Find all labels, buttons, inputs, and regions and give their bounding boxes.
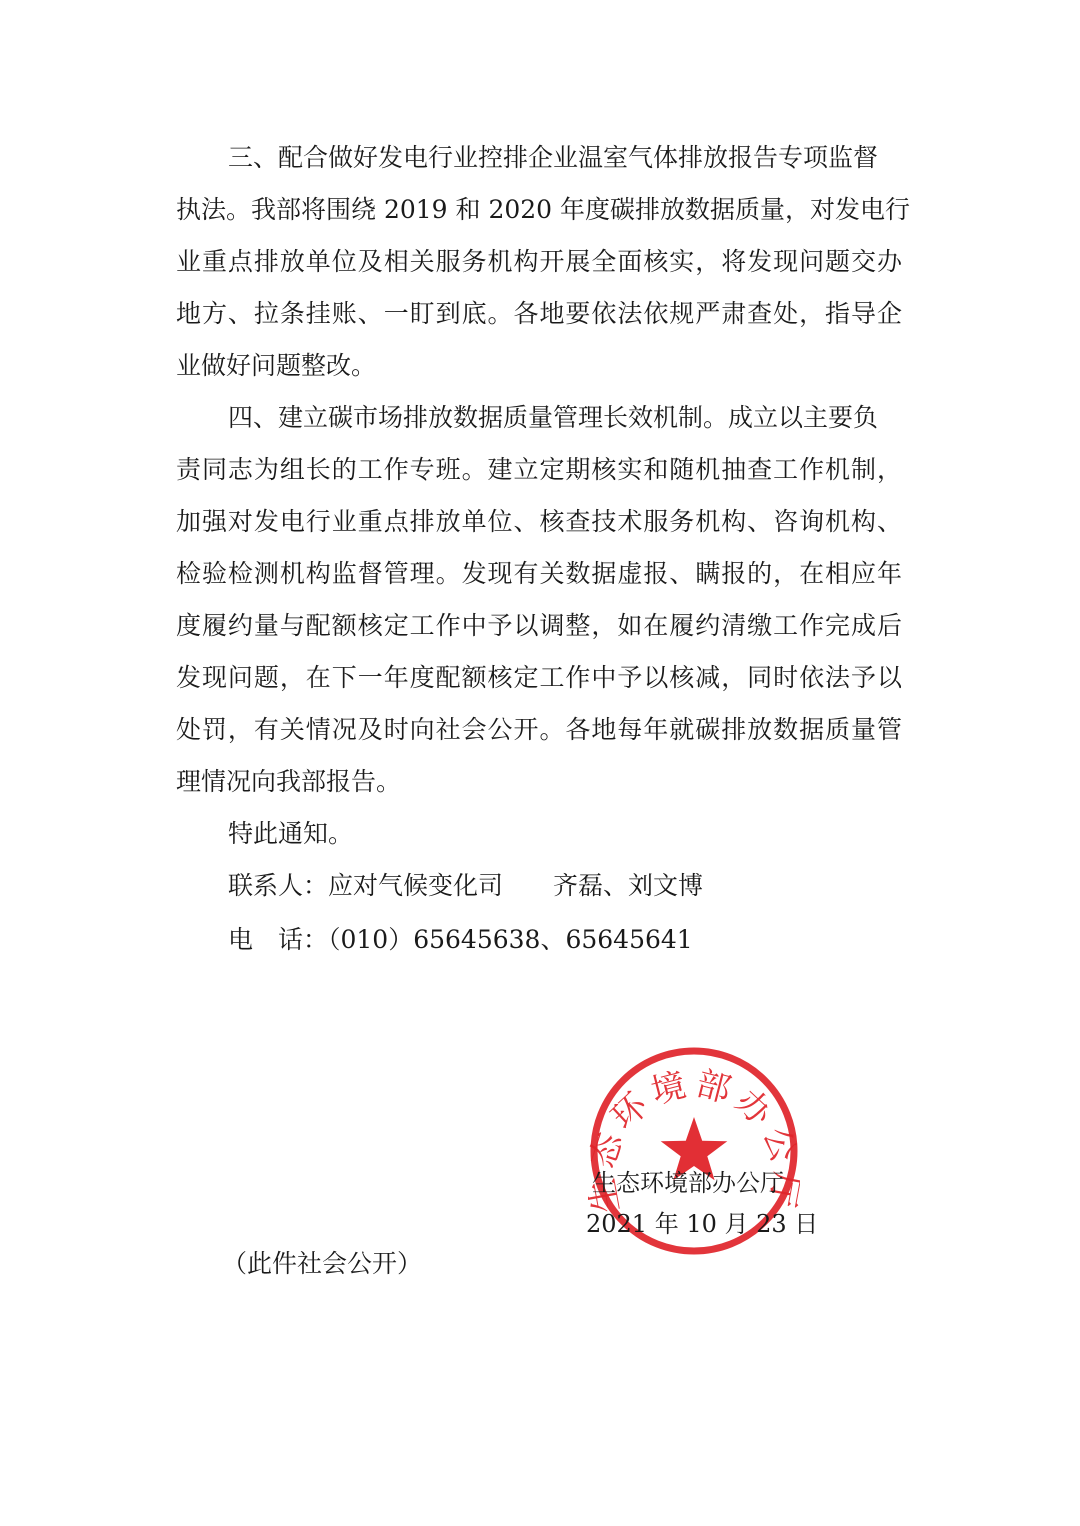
paragraph-line: 责同志为组长的工作专班。建立定期核实和随机抽查工作机制， xyxy=(176,455,902,484)
contact-line: 联系人：应对气候变化司 齐磊、刘文博 xyxy=(228,871,704,900)
paragraph-line: 处罚，有关情况及时向社会公开。各地每年就碳排放数据质量管 xyxy=(176,715,902,744)
paragraph-line: 四、建立碳市场排放数据质量管理长效机制。成立以主要负 xyxy=(228,403,879,432)
paragraph-line: 加强对发电行业重点排放单位、核查技术服务机构、咨询机构、 xyxy=(176,507,902,536)
paragraph-line: 理情况向我部报告。 xyxy=(176,767,402,796)
phone-line: 电 话：（010）65645638、65645641 xyxy=(228,925,693,954)
paragraph-line: 三、配合做好发电行业控排企业温室气体排放报告专项监督 xyxy=(228,143,879,172)
closing-text: 特此通知。 xyxy=(228,819,354,848)
issuer-name: 生态环境部办公厅 xyxy=(592,1169,784,1197)
paragraph-line: 发现问题，在下一年度配额核定工作中予以核减，同时依法予以 xyxy=(176,663,902,692)
issue-date: 2021 年 10 月 23 日 xyxy=(586,1210,819,1238)
publicity-note: （此件社会公开） xyxy=(222,1249,423,1278)
paragraph-line: 检验检测机构监督管理。发现有关数据虚报、瞒报的，在相应年 xyxy=(176,559,902,588)
paragraph-line: 度履约量与配额核定工作中予以调整，如在履约清缴工作完成后 xyxy=(176,611,902,640)
paragraph-line: 业做好问题整改。 xyxy=(176,351,377,380)
paragraph-line: 业重点排放单位及相关服务机构开展全面核实，将发现问题交办 xyxy=(176,247,902,276)
paragraph-line: 地方、拉条挂账、一盯到底。各地要依法依规严肃查处，指导企 xyxy=(176,299,902,328)
paragraph-line: 执法。我部将围绕 2019 和 2020 年度碳排放数据质量，对发电行 xyxy=(176,195,911,224)
seal-text: 环境部办 xyxy=(603,1063,785,1138)
